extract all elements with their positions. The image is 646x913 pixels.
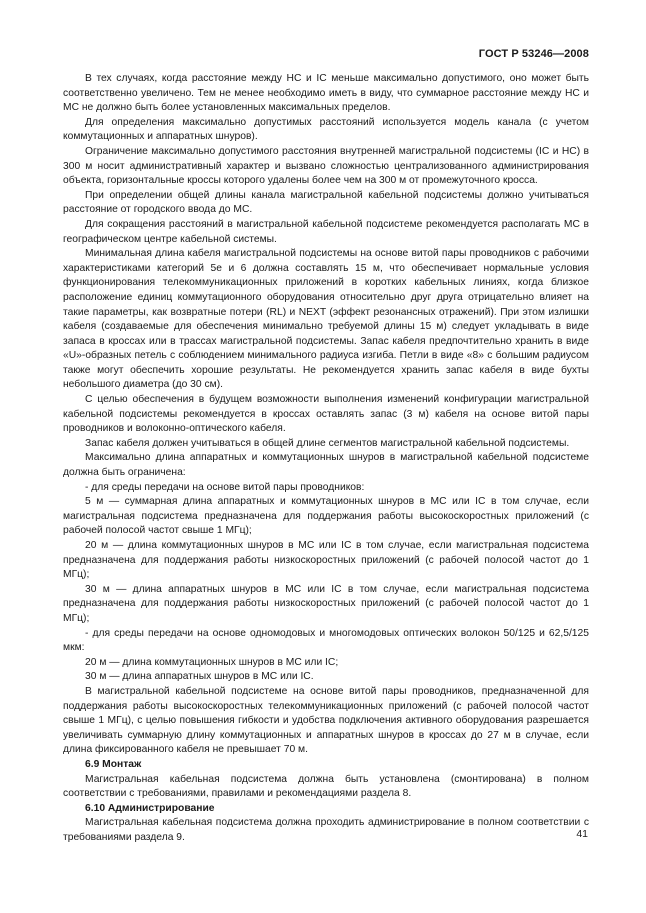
list-item: - для среды передачи на основе одномодовых и многомодовых оптических волокон 50/125 и 62,5/125 мкм: <box>63 627 589 654</box>
paragraph: 30 м — длина аппаратных шнуров в МС или IC. <box>85 671 314 683</box>
paragraph: Запас кабеля должен учитываться в общей длине сегментов магистральной кабельной подсистемы. <box>85 437 570 449</box>
document-body <box>63 72 589 845</box>
paragraph: В тех случаях, когда расстояние между НС и IC меньше максимально допустимого, оно может быть соответственно увеличено. Тем не менее необходимо иметь в виду, что суммарное расстояние между НС и МС не должно быть более установленных максимальных пределов. <box>63 73 589 114</box>
paragraph: 5 м — суммарная длина аппаратных и коммутационных шнуров в МС или IC в том случае, если магистральная подсистема предназначена для поддержания работы высокоскоростных приложений (с рабочей полосой частот свыше 1 МГц); <box>63 496 589 537</box>
paragraph: При определении общей длины канала магистральной кабельной подсистемы должно учитываться расстояние от городского ввода до МС. <box>63 189 589 216</box>
paragraph: Магистральная кабельная подсистема должна быть установлена (смонтирована) в полном соответствии с требованиями, правилами и рекомендациями раздела 8. <box>63 773 589 800</box>
paragraph: Для определения максимально допустимых расстояний используется модель канала (с учетом коммутационных и аппаратных шнуров). <box>63 116 589 143</box>
paragraph: Для сокращения расстояний в магистральной кабельной подсистеме рекомендуется располагать МС в географическом центре кабельной системы. <box>63 218 589 245</box>
paragraph: Максимально длина аппаратных и коммутационных шнуров в магистральной кабельной подсистеме должна быть ограничена: <box>63 452 589 479</box>
paragraph: Ограничение максимально допустимого расстояния внутренней магистральной подсистемы (IC и НС) в 300 м носит административный характер и вызвано сложностью централизованного администрирования объекта, горизонтальные кроссы которого удалены более чем на 300 м от промежуточного кросса. <box>63 145 589 187</box>
page-number: 41 <box>576 828 588 840</box>
section-heading: 6.10 Администрирование <box>85 802 215 814</box>
list-item: - для среды передачи на основе витой пары проводников: <box>85 481 365 493</box>
document-header: ГОСТ Р 53246—2008 <box>478 48 589 60</box>
paragraph: Минимальная длина кабеля магистральной подсистемы на основе витой пары проводников с рабочими характеристиками категорий 5е и 6 должна составлять 15 м, что обеспечивает нормальные условия функционирования телекоммуникационных приложений в коротких кабельных линиях, когда близкое расположение единиц коммутационного оборудования относительно друг друга отрицательно влияет на такие параметры, как возвратные потери (RL) и NEXT (эффект резонансных отражений). При этом излишки кабеля (создаваемые для обеспечения минимально требуемой длины 15 м) следует укладывать в виде запаса в кроссах или в трассах магистральной подсистемы. Запас кабеля предпочтительно хранить в виде «U»-образных петель с соблюдением минимального радиуса изгиба. Петли в виде «8» с большим радиусом также могут обеспечить хорошие результаты. Не рекомендуется хранить запас кабеля в виде бухты небольшого диаметра (до 30 см). <box>63 248 589 391</box>
paragraph: 30 м — длина аппаратных шнуров в МС или IC в том случае, если магистральная подсистема предназначена для поддержания работы низкоскоростных приложений (с рабочей полосой частот до 1 МГц); <box>63 583 589 624</box>
section-heading: 6.9 Монтаж <box>85 758 142 770</box>
paragraph: 20 м — длина коммутационных шнуров в МС или IC в том случае, если магистральная подсистема предназначена для поддержания работы низкоскоростных приложений (с рабочей полосой частот до 1 МГц); <box>63 540 589 581</box>
paragraph: В магистральной кабельной подсистеме на основе витой пары проводников, предназначенной для поддержания работы высокоскоростных телекоммуникационных приложений (с рабочей полосой частот свыше 1 МГц), с целью повышения гибкости и удобства подключения активного оборудования разрешается увеличивать суммарную длину коммутационных и аппаратных шнуров в кроссах до 27 м в случае, если длина фиксированного кабеля не превышает 70 м. <box>63 685 589 756</box>
paragraph: 20 м — длина коммутационных шнуров в МС или IC; <box>85 656 339 668</box>
paragraph: Магистральная кабельная подсистема должна проходить администрирование в полном соответствии с требованиями раздела 9. <box>63 817 589 843</box>
paragraph: С целью обеспечения в будущем возможности выполнения изменений конфигурации магистральной кабельной подсистемы рекомендуется в кроссах оставлять запас (3 м) кабеля на основе витой пары проводников и волоконно-оптического кабеля. <box>63 394 589 435</box>
